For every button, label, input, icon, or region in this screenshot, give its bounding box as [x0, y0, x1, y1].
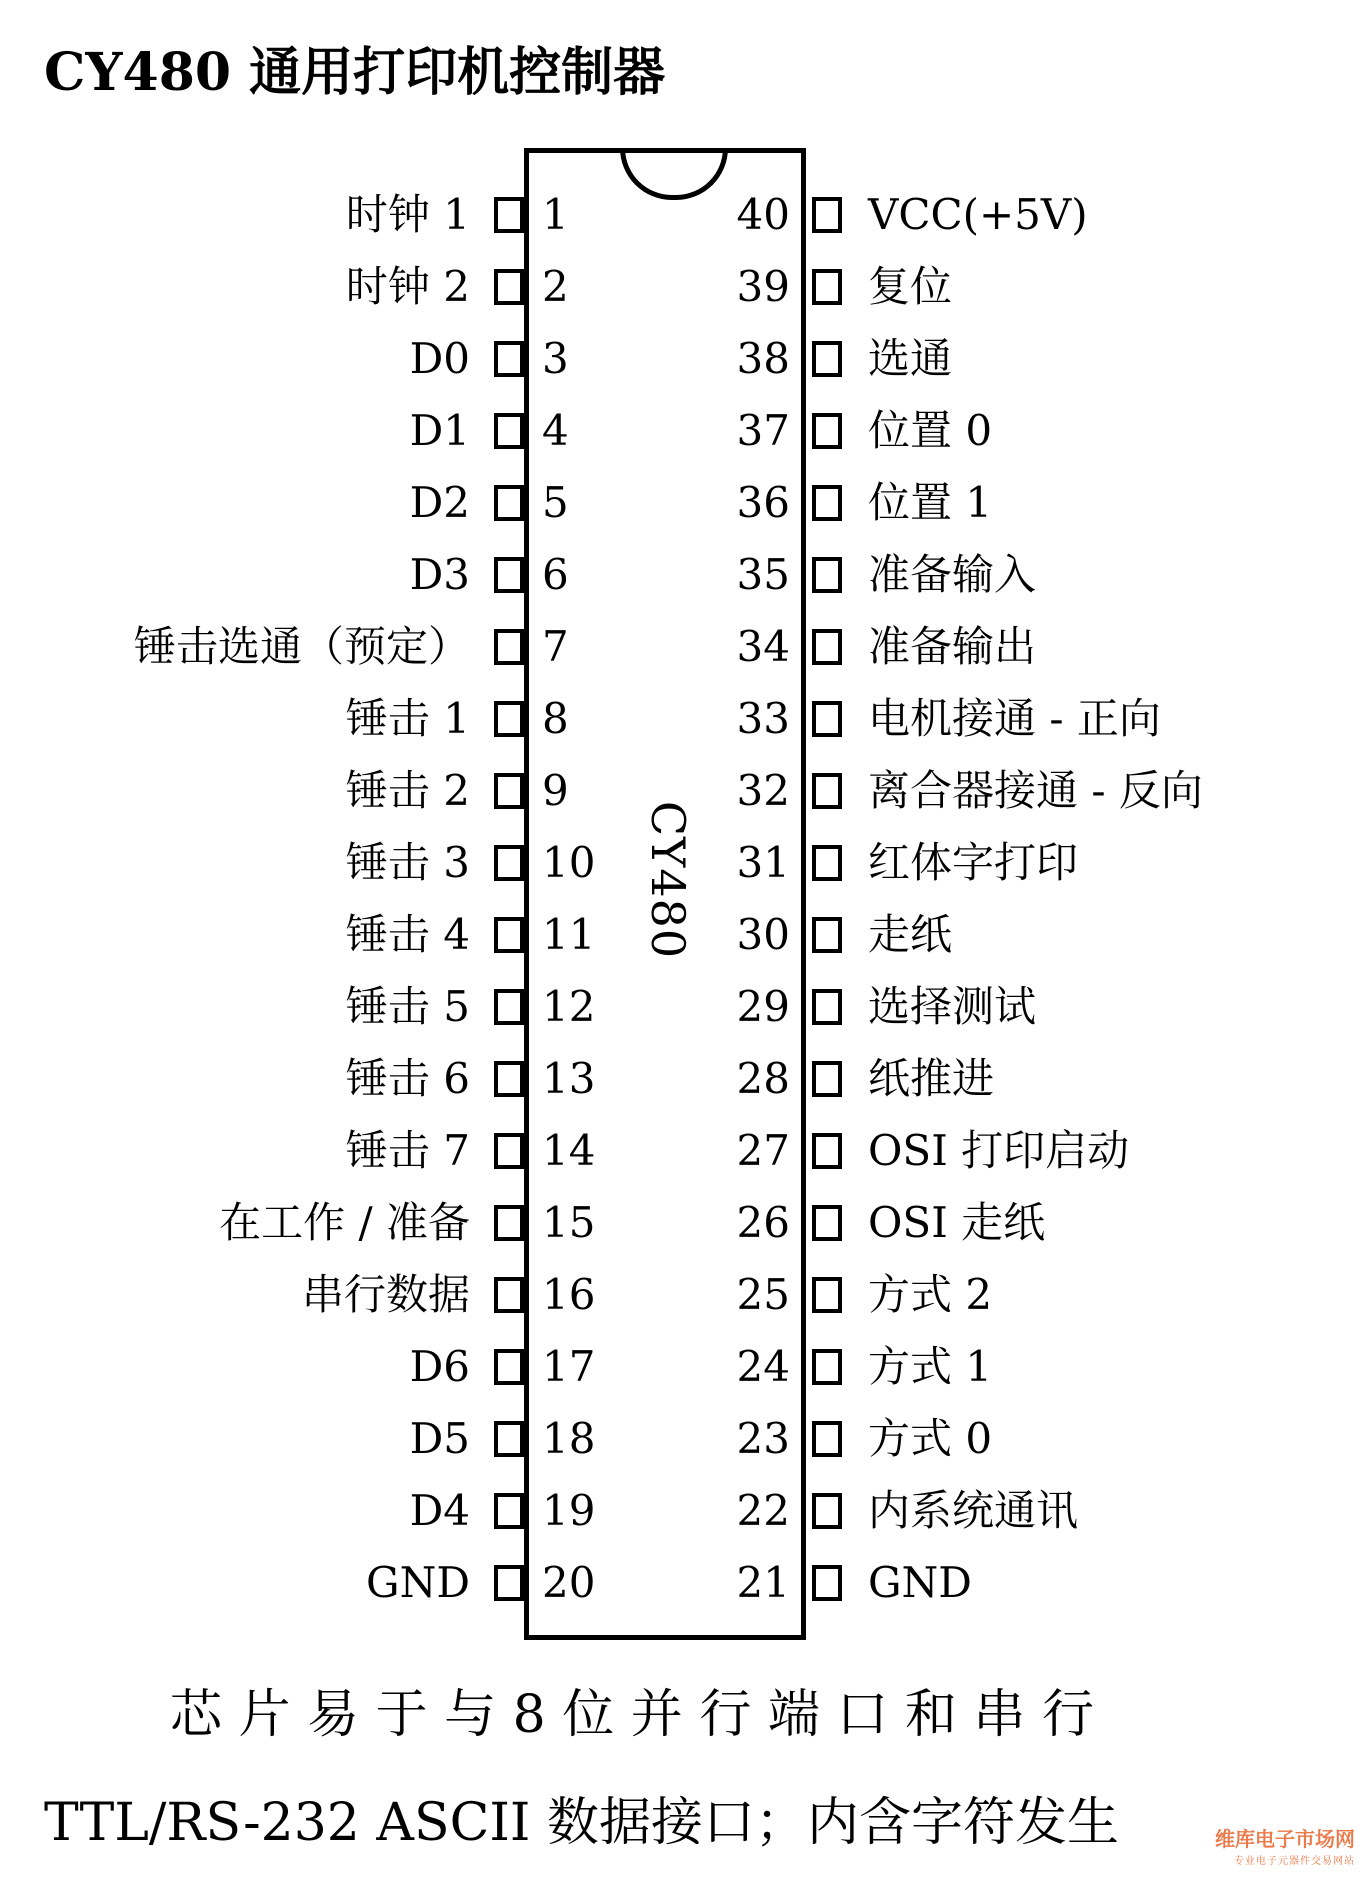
pin-number-left: 7 [542, 622, 569, 671]
pin-label-right: 方式 2 [868, 1270, 993, 1319]
pin-label-left: 锤击 2 [345, 766, 470, 815]
pin-label-left: D2 [409, 478, 470, 527]
pin-number-left: 16 [542, 1270, 596, 1319]
caption-line-2: TTL/RS-232 ASCII 数据接口；内含字符发生 [44, 1793, 1119, 1853]
pin-box-left [494, 629, 524, 665]
pin-label-right: OSI 走纸 [868, 1198, 1046, 1247]
pin-box-left [494, 1349, 524, 1385]
pin-label-right: 准备输出 [868, 622, 1037, 671]
pin-box-left [494, 1493, 524, 1529]
pin-number-right: 31 [736, 838, 790, 887]
pin-box-right [812, 989, 842, 1025]
pin-number-left: 19 [542, 1486, 596, 1535]
pin-box-left [494, 845, 524, 881]
pin-label-left: 锤击 5 [345, 982, 470, 1031]
pin-box-left [494, 773, 524, 809]
pin-label-left: D4 [409, 1486, 470, 1535]
pin-box-left [494, 1133, 524, 1169]
pin-box-right [812, 917, 842, 953]
pin-number-right: 32 [736, 766, 790, 815]
pin-number-right: 28 [736, 1054, 790, 1103]
pin-box-right [812, 413, 842, 449]
pin-number-left: 12 [542, 982, 596, 1031]
pin-label-right: 选择测试 [868, 982, 1037, 1031]
pin-label-right: OSI 打印启动 [868, 1126, 1130, 1175]
pin-number-right: 36 [736, 478, 790, 527]
pin-number-left: 13 [542, 1054, 596, 1103]
pin-number-left: 15 [542, 1198, 596, 1247]
pin-box-right [812, 1133, 842, 1169]
pin-number-left: 9 [542, 766, 569, 815]
pin-label-left: 锤击 1 [345, 694, 470, 743]
pin-number-right: 29 [736, 982, 790, 1031]
pin-number-left: 18 [542, 1414, 596, 1463]
pin-label-left: 锤击 7 [345, 1126, 470, 1175]
pin-box-left [494, 1205, 524, 1241]
pin-number-left: 17 [542, 1342, 596, 1391]
pin-box-left [494, 1565, 524, 1601]
pin-number-right: 33 [736, 694, 790, 743]
pin-box-left [494, 1061, 524, 1097]
pin-box-right [812, 269, 842, 305]
pin-number-left: 10 [542, 838, 596, 887]
pin-box-left [494, 197, 524, 233]
pin-label-right: 内系统通讯 [868, 1486, 1079, 1535]
pin-box-left [494, 413, 524, 449]
pin-number-left: 6 [542, 550, 569, 599]
pin-number-right: 38 [736, 334, 790, 383]
pin-number-right: 40 [736, 190, 790, 239]
watermark-brand: 维库电子市场网 [1215, 1827, 1355, 1851]
pin-label-left: 锤击 6 [345, 1054, 470, 1103]
pin-box-right [812, 1205, 842, 1241]
caption-line-1: 芯 片 易 于 与 8 位 并 行 端 口 和 串 行 [170, 1685, 1094, 1745]
pin-label-left: 锤击选通（预定） [133, 622, 470, 671]
pin-label-right: 纸推进 [868, 1054, 995, 1103]
pin-box-right [812, 1061, 842, 1097]
pin-number-left: 3 [542, 334, 569, 383]
pin-box-right [812, 1565, 842, 1601]
pin-label-right: VCC(+5V) [868, 190, 1088, 239]
pin-box-right [812, 341, 842, 377]
pin-label-left: 锤击 3 [345, 838, 470, 887]
pin-box-left [494, 989, 524, 1025]
pin-number-left: 2 [542, 262, 569, 311]
pin-label-right: 复位 [868, 262, 953, 311]
pin-number-right: 24 [736, 1342, 790, 1391]
pin-label-left: 在工作 / 准备 [219, 1198, 470, 1247]
pin-box-left [494, 341, 524, 377]
pin-label-right: 走纸 [868, 910, 953, 959]
pin-number-right: 23 [736, 1414, 790, 1463]
pin-number-left: 8 [542, 694, 569, 743]
pin-box-right [812, 197, 842, 233]
pin-label-right: 电机接通 - 正向 [868, 694, 1161, 743]
pin-box-right [812, 485, 842, 521]
pin-number-left: 1 [542, 190, 569, 239]
pin-box-left [494, 485, 524, 521]
pin-label-left: 时钟 1 [345, 190, 470, 239]
pin-box-right [812, 845, 842, 881]
pin-box-right [812, 1349, 842, 1385]
pin-label-right: 方式 1 [868, 1342, 993, 1391]
pin-number-right: 25 [736, 1270, 790, 1319]
pin-number-left: 20 [542, 1558, 596, 1607]
pin-label-right: GND [868, 1558, 972, 1607]
pin-number-left: 14 [542, 1126, 596, 1175]
pin-number-right: 34 [736, 622, 790, 671]
pin-label-left: D6 [409, 1342, 470, 1391]
watermark-sub: 专业电子元器件交易网站 [1234, 1856, 1355, 1867]
pin-box-right [812, 1493, 842, 1529]
pin-number-right: 21 [736, 1558, 790, 1607]
pin-label-right: 离合器接通 - 反向 [868, 766, 1203, 815]
pin-label-right: 方式 0 [868, 1414, 993, 1463]
pin-label-left: D1 [409, 406, 470, 455]
pin-number-left: 4 [542, 406, 569, 455]
pin-box-left [494, 557, 524, 593]
diagram-title: CY480 通用打印机控制器 [44, 42, 666, 103]
pin-label-right: 位置 1 [868, 478, 993, 527]
pin-label-left: D3 [409, 550, 470, 599]
pin-number-right: 37 [736, 406, 790, 455]
watermark [1215, 1823, 1355, 1867]
pin-box-right [812, 773, 842, 809]
pin-box-right [812, 1421, 842, 1457]
pin-number-left: 11 [542, 910, 596, 959]
pin-label-right: 红体字打印 [868, 838, 1079, 887]
pin-box-right [812, 629, 842, 665]
pin-label-left: 时钟 2 [345, 262, 470, 311]
pin-box-left [494, 1421, 524, 1457]
pin-number-right: 22 [736, 1486, 790, 1535]
pin-number-right: 27 [736, 1126, 790, 1175]
pin-number-right: 26 [736, 1198, 790, 1247]
pin-label-left: D5 [409, 1414, 470, 1463]
pin-label-left: 串行数据 [301, 1270, 470, 1319]
pin-box-right [812, 701, 842, 737]
pin-box-left [494, 269, 524, 305]
pin-number-left: 5 [542, 478, 569, 527]
pin-box-left [494, 917, 524, 953]
pin-label-left: D0 [409, 334, 470, 383]
pin-label-left: GND [366, 1558, 470, 1607]
pin-label-right: 准备输入 [868, 550, 1037, 599]
pin-number-right: 39 [736, 262, 790, 311]
chip-label: CY480 [641, 800, 695, 960]
pin-label-right: 选通 [868, 334, 953, 383]
pin-number-right: 35 [736, 550, 790, 599]
pin-box-left [494, 1277, 524, 1313]
pin-number-right: 30 [736, 910, 790, 959]
pin-label-right: 位置 0 [868, 406, 993, 455]
pin-box-right [812, 1277, 842, 1313]
pin-box-right [812, 557, 842, 593]
pin-label-left: 锤击 4 [345, 910, 470, 959]
pin-box-left [494, 701, 524, 737]
